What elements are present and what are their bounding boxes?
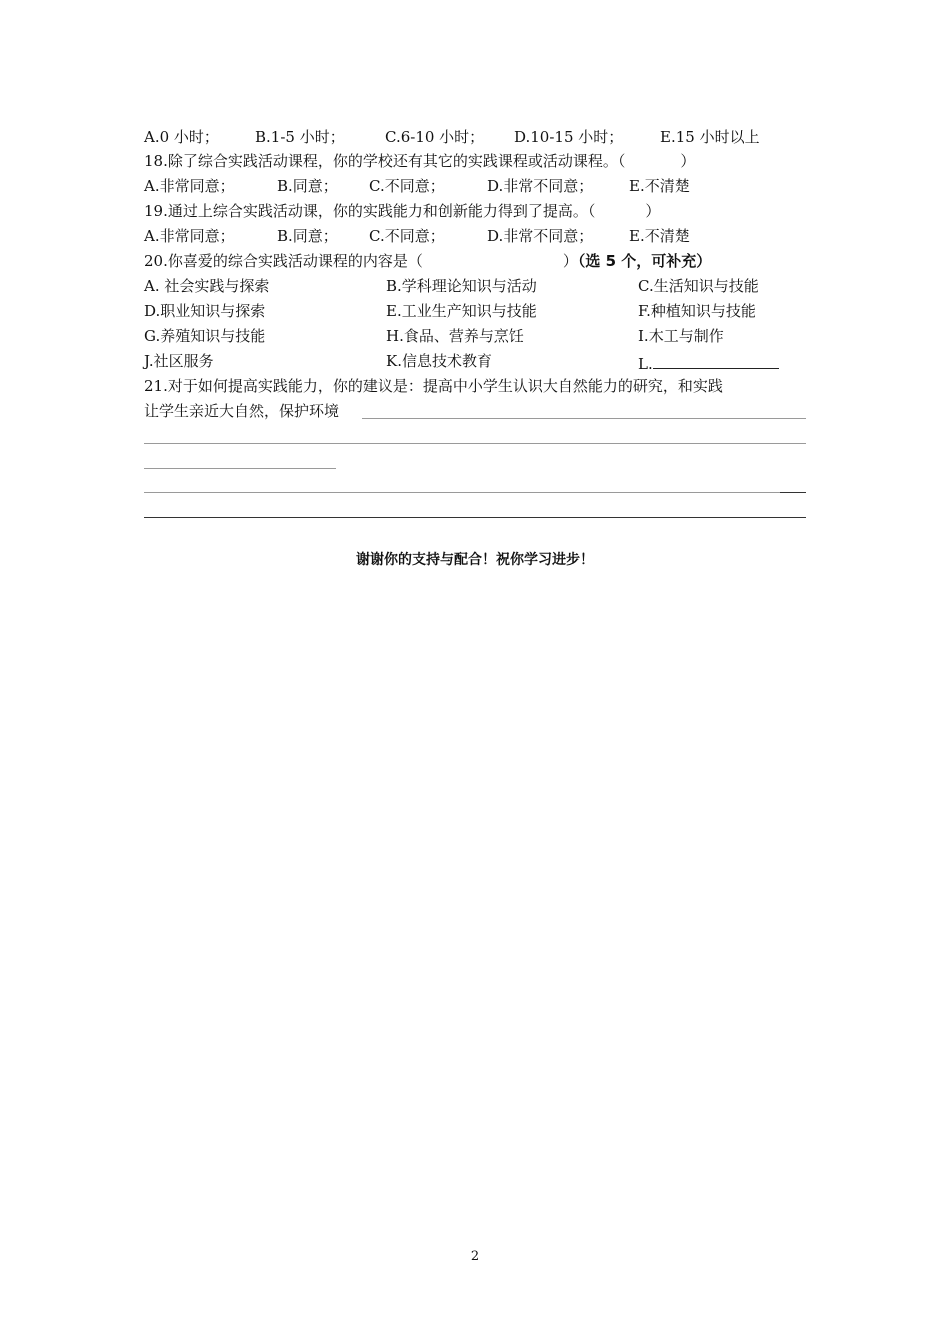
- q21-line2: 让学生亲近大自然，保护环境: [144, 402, 340, 420]
- q20-close: ）: [562, 252, 578, 270]
- q18-close: ）: [680, 152, 696, 170]
- q20-option-l-label: L.: [638, 355, 653, 373]
- q17-option-b: B.1-5 小时；: [255, 128, 345, 146]
- q20-option-d: D.职业知识与探索: [144, 302, 266, 320]
- closing-message: 谢谢你的支持与配合！祝你学习进步！: [356, 552, 594, 568]
- q19-question: [144, 204, 660, 219]
- page-number: 2: [470, 1249, 480, 1264]
- q19-option-d: D.非常不同意；: [487, 227, 594, 245]
- q17-option-a: A.0 小时；: [144, 128, 219, 146]
- q18-question: [144, 154, 695, 169]
- q20-option-b: B.学科理论知识与活动: [386, 277, 537, 295]
- answer-line-2[interactable]: [144, 443, 806, 444]
- q18-option-a: A.非常同意；: [144, 177, 235, 195]
- q20-option-g: G.养殖知识与技能: [144, 327, 266, 345]
- q20-option-l: [638, 354, 779, 372]
- q20-text: 20.你喜爱的综合实践活动课程的内容是（: [144, 252, 423, 270]
- q17-option-c: C.6-10 小时；: [385, 128, 485, 146]
- q17-option-d: D.10-15 小时；: [514, 128, 624, 146]
- q19-close: ）: [645, 202, 661, 220]
- q20-option-c: C.生活知识与技能: [638, 277, 759, 295]
- q18-option-d: D.非常不同意；: [487, 177, 594, 195]
- q19-option-b: B.同意；: [277, 227, 338, 245]
- q20-option-h: H.食品、营养与烹饪: [386, 327, 524, 345]
- q20-option-e: E.工业生产知识与技能: [386, 302, 537, 320]
- q20-option-f: F.种植知识与技能: [638, 302, 756, 320]
- q17-option-e: E.15 小时以上: [660, 128, 760, 146]
- answer-line-4-end: [780, 492, 806, 493]
- q20-option-i: I.木工与制作: [638, 327, 724, 345]
- q19-option-e: E.不清楚: [629, 227, 690, 245]
- q19-text: 19.通过上综合实践活动课，你的实践能力和创新能力得到了提高。（: [144, 202, 596, 220]
- q20-option-j: J.社区服务: [144, 352, 214, 370]
- q18-option-c: C.不同意；: [369, 177, 445, 195]
- q19-option-a: A.非常同意；: [144, 227, 235, 245]
- answer-line-4[interactable]: [144, 492, 780, 493]
- q18-text: 18.除了综合实践活动课程，你的学校还有其它的实践课程或活动课程。（: [144, 152, 626, 170]
- q18-option-e: E.不清楚: [629, 177, 690, 195]
- q20-option-l-blank[interactable]: [653, 354, 779, 369]
- q21-line1: 21.对于如何提高实践能力，你的建议是：提高中小学生认识大自然能力的研究，和实践: [144, 377, 723, 395]
- q20-option-a: A. 社会实践与探索: [144, 277, 270, 295]
- q20-question: [144, 254, 711, 269]
- q19-option-c: C.不同意；: [369, 227, 445, 245]
- answer-line-5[interactable]: [144, 517, 806, 518]
- answer-line-3[interactable]: [144, 468, 336, 469]
- answer-line-1[interactable]: [362, 418, 806, 419]
- q18-option-b: B.同意；: [277, 177, 338, 195]
- q20-option-k: K.信息技术教育: [386, 352, 492, 370]
- q20-note: （选 5 个，可补充）: [577, 252, 712, 270]
